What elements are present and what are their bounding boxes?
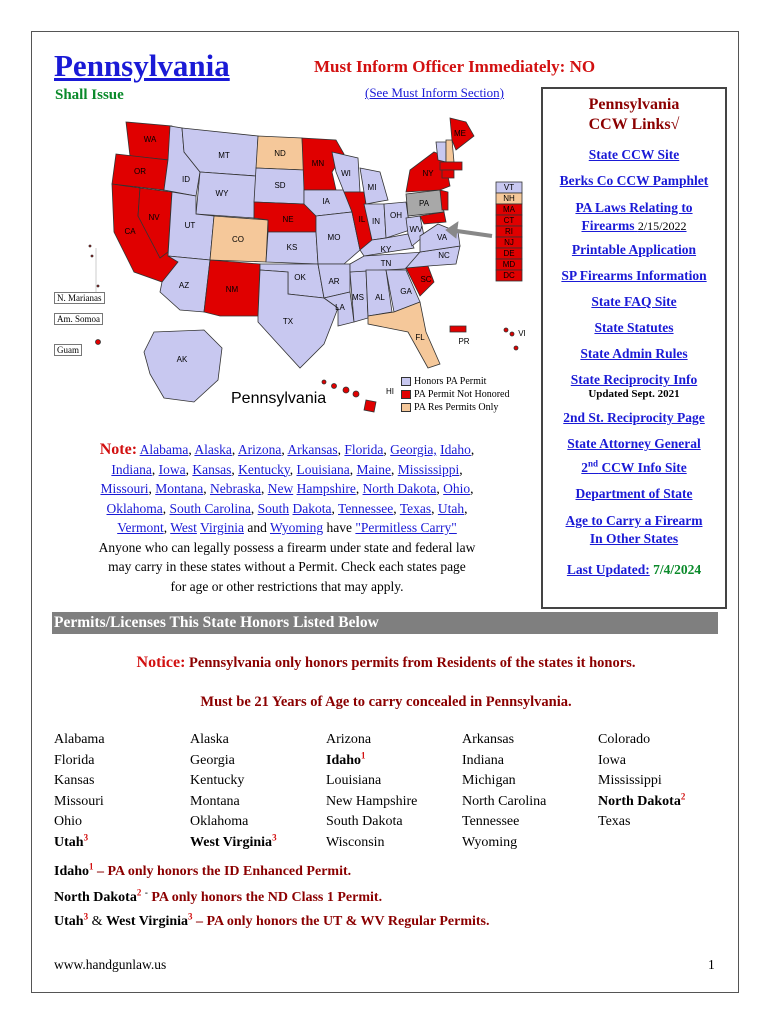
svg-text:NH: NH	[503, 194, 515, 203]
honored-state-name: Oklahoma	[190, 814, 249, 829]
link-pa-laws-firearms[interactable]	[543, 199, 725, 235]
last-updated-value: 7/4/2024	[653, 562, 702, 577]
honored-states-row	[54, 753, 734, 774]
honored-state-cell	[598, 814, 734, 835]
residents-notice	[32, 654, 740, 672]
link-age-line1[interactable]: Age to Carry a Firearm	[565, 513, 703, 528]
fn1-text: – PA only honors the ID Enhanced Permit.	[93, 864, 352, 879]
state-link[interactable]: Kentucky	[238, 461, 290, 477]
fn1-sup: 1	[89, 861, 94, 872]
note-line1: Note: Alabama, Alaska, Arizona, Arkansas, Florida, Georgia, Idaho,	[99, 441, 475, 458]
svg-text:WA: WA	[143, 135, 157, 144]
honored-state-name: Arizona	[326, 732, 372, 747]
svg-text:MN: MN	[311, 159, 325, 168]
svg-text:TN: TN	[380, 259, 392, 268]
must-inform	[314, 57, 595, 77]
link-2nd-reciprocity-page[interactable]: 2nd St. Reciprocity Page	[563, 410, 705, 425]
honored-state-name: Louisiana	[326, 773, 382, 788]
honored-state-cell	[326, 749, 462, 774]
honored-state-cell	[462, 773, 598, 794]
permitless-carry-note	[54, 440, 520, 596]
svg-text:KY: KY	[380, 245, 392, 254]
svg-text:AZ: AZ	[178, 281, 190, 290]
honored-state-name: South Dakota	[326, 814, 403, 829]
link-age-to-carry[interactable]	[543, 512, 725, 548]
legend-swatch	[401, 390, 411, 399]
state-link[interactable]: Georgia,	[390, 442, 437, 457]
honored-state-name: Missouri	[54, 793, 104, 809]
honored-state-cell	[326, 814, 462, 835]
link-state-reciprocity-info[interactable]: State Reciprocity Info	[570, 372, 698, 387]
honored-state-name: Alabama	[54, 732, 105, 747]
fn3-sup1: 3	[83, 911, 89, 922]
svg-text:CT: CT	[503, 216, 515, 225]
state-link[interactable]: Ohio	[443, 481, 471, 496]
legend-label: PA Permit Not Honored	[414, 389, 510, 400]
honored-state-name: Ohio	[54, 814, 82, 829]
svg-text:IL: IL	[358, 215, 366, 224]
state-nh	[446, 140, 454, 162]
territory-pr	[450, 326, 466, 332]
link-state-statutes[interactable]: State Statutes	[594, 320, 674, 335]
footnote-utah-wv	[54, 911, 490, 930]
link-state-ccw-site[interactable]: State CCW Site	[588, 147, 680, 162]
link-2nd-suffix[interactable]: CCW Info Site	[598, 460, 687, 475]
honored-state-name: Wyoming	[462, 834, 518, 850]
link-2nd-sup[interactable]: nd	[588, 458, 599, 469]
honored-state-name: Iowa	[598, 752, 626, 768]
fn2-text: PA only honors the ND Class 1 Permit.	[147, 890, 383, 905]
svg-text:RI: RI	[505, 227, 513, 236]
svg-text:MS: MS	[352, 293, 364, 302]
svg-text:CO: CO	[232, 235, 244, 244]
state-link[interactable]: Indiana	[111, 461, 152, 477]
state-link[interactable]: Hampshire	[296, 481, 356, 496]
section-header-bar: Permits/Licenses This State Honors Listed Below	[52, 612, 718, 634]
svg-text:NV: NV	[148, 213, 160, 222]
note-body-line3: for age or other restrictions that may apply.	[170, 578, 404, 594]
footnote-north-dakota	[54, 887, 383, 906]
svg-text:OK: OK	[294, 273, 306, 282]
state-link[interactable]: Alabama	[139, 442, 189, 457]
state-link[interactable]: Montana	[155, 481, 204, 496]
state-link[interactable]: South	[257, 500, 290, 516]
link-printable-application[interactable]: Printable Application	[571, 242, 697, 257]
svg-text:WI: WI	[341, 169, 351, 178]
state-link[interactable]: Utah	[437, 500, 465, 516]
state-title[interactable]: Pennsylvania	[54, 48, 230, 83]
svg-text:VT: VT	[503, 183, 515, 192]
legend-item-res-only	[401, 401, 509, 414]
honored-state-cell	[54, 753, 190, 774]
honored-states-table	[54, 732, 734, 855]
note-line2: Indiana, Iowa, Kansas, Kentucky, Louisiana, Maine, Mississippi,	[111, 461, 463, 477]
honored-states-row	[54, 732, 734, 753]
honored-state-name: Wisconsin	[326, 834, 385, 850]
see-must-inform-link[interactable]: (See Must Inform Section)	[365, 85, 505, 100]
note-and: and	[247, 520, 267, 535]
honored-state-name: Arkansas	[462, 732, 515, 747]
honored-state-name: New Hampshire	[326, 793, 418, 809]
state-link[interactable]: Arizona	[237, 442, 282, 457]
honored-state-cell	[598, 732, 734, 753]
svg-text:OH: OH	[390, 211, 402, 220]
honored-state-cell	[190, 814, 326, 835]
link-state-faq-site[interactable]: State FAQ Site	[591, 294, 677, 309]
svg-text:ME: ME	[454, 129, 466, 138]
svg-text:TX: TX	[282, 317, 294, 326]
honored-state-cell	[326, 773, 462, 794]
state-hi	[322, 380, 376, 412]
svg-text:SD: SD	[274, 181, 286, 190]
svg-text:NJ: NJ	[504, 238, 514, 247]
svg-text:CA: CA	[124, 227, 136, 236]
honored-states-row	[54, 835, 734, 856]
honored-state-cell	[462, 835, 598, 856]
footer-url[interactable]: www.handgunlaw.us	[54, 957, 167, 972]
state-ma	[440, 162, 462, 170]
fn1-state: Idaho	[54, 864, 90, 879]
note-line4: Oklahoma, South Carolina, South Dakota, Tennessee, Texas, Utah,	[106, 500, 468, 516]
svg-text:PA: PA	[418, 199, 430, 208]
honored-state-name: West Virginia	[190, 834, 273, 850]
legend-label: PA Res Permits Only	[414, 402, 499, 413]
svg-text:HI: HI	[386, 387, 394, 396]
footnote-marker: 3	[83, 831, 89, 842]
state-link[interactable]: New	[267, 481, 294, 496]
state-link[interactable]: Alaska	[194, 442, 232, 457]
honored-states-row	[54, 794, 734, 815]
permitless-carry-link[interactable]: "Permitless Carry"	[355, 520, 457, 535]
honored-state-name: Montana	[190, 793, 240, 809]
fn2-state: North Dakota	[54, 890, 137, 905]
state-link[interactable]: Vermont	[117, 520, 164, 535]
svg-text:MD: MD	[502, 260, 516, 269]
honored-state-name: Colorado	[598, 732, 651, 747]
honored-state-name: Florida	[54, 752, 95, 768]
fn3-text: – PA only honors the UT & WV Regular Permits.	[192, 914, 490, 929]
honored-state-cell	[190, 831, 326, 856]
note-label: Note:	[99, 441, 138, 458]
svg-text:AK: AK	[176, 355, 188, 364]
honored-state-cell	[462, 814, 598, 835]
svg-text:WV: WV	[409, 225, 423, 234]
state-link[interactable]: Dakota	[292, 500, 332, 516]
state-link[interactable]: Florida	[344, 442, 384, 457]
svg-text:DE: DE	[503, 249, 515, 258]
svg-text:NC: NC	[438, 251, 450, 260]
state-link[interactable]: West	[170, 520, 197, 535]
territory-label-guam: Guam	[54, 344, 82, 356]
state-link[interactable]: Tennessee	[338, 500, 394, 516]
honored-states-grid	[54, 732, 734, 855]
notice-label: Notice:	[136, 654, 186, 671]
legend-swatch	[401, 377, 411, 386]
svg-text:WY: WY	[215, 189, 229, 198]
state-link[interactable]: Wyoming	[269, 520, 324, 535]
state-link[interactable]: Kansas	[192, 461, 232, 477]
honored-state-cell	[54, 831, 190, 856]
link-department-of-state[interactable]: Department of State	[575, 486, 693, 501]
legend-swatch	[401, 403, 411, 412]
svg-text:MT: MT	[218, 151, 230, 160]
sidebar-title	[543, 95, 725, 135]
honored-state-cell	[598, 790, 734, 815]
state-vt	[436, 142, 446, 162]
svg-text:NM: NM	[225, 285, 239, 294]
svg-text:VI: VI	[518, 329, 526, 338]
page-number: 1	[708, 957, 715, 972]
age-requirement: Must be 21 Years of Age to carry concealed in Pennsylvania.	[200, 694, 572, 710]
honored-state-name: Texas	[598, 814, 631, 829]
legend-item-honors	[401, 375, 509, 388]
state-link[interactable]: Texas	[399, 500, 432, 516]
state-link[interactable]: Maine	[356, 461, 391, 477]
svg-text:PR: PR	[458, 337, 470, 346]
svg-text:IA: IA	[322, 197, 330, 206]
last-updated	[543, 562, 725, 578]
link-sp-firearms-info[interactable]: SP Firearms Information	[561, 268, 707, 283]
must-inform-label: Must Inform Officer Immediately:	[314, 57, 566, 76]
svg-text:MA: MA	[503, 205, 515, 214]
state-link[interactable]: North Dakota	[362, 481, 437, 496]
honored-state-name: Michigan	[462, 773, 516, 788]
svg-text:DC: DC	[503, 271, 515, 280]
honored-state-name: Idaho	[326, 752, 362, 768]
link-2nd-prefix[interactable]: 2	[581, 460, 589, 475]
note-body-line2: may carry in these states without a Permit. Check each states page	[108, 559, 466, 574]
link-pa-laws-line1[interactable]: PA Laws Relating to	[575, 200, 693, 215]
state-link[interactable]: Nebraska	[209, 481, 261, 496]
fn3-state1: Utah	[54, 914, 84, 929]
footnote-idaho	[54, 861, 352, 880]
territory-label-am-somoa: Am. Somoa	[54, 313, 103, 325]
sidebar-title-line1: Pennsylvania	[588, 96, 680, 113]
honored-state-name: Utah	[54, 834, 84, 850]
footnote-marker: 1	[361, 749, 366, 760]
link-2nd-ccw-info-site[interactable]	[543, 460, 725, 476]
honored-state-cell	[190, 773, 326, 794]
honored-state-cell	[326, 794, 462, 815]
state-link[interactable]: Missouri	[100, 481, 149, 496]
state-ak	[144, 330, 222, 402]
reciprocity-updated: Updated Sept. 2021	[588, 388, 680, 400]
us-map	[54, 112, 524, 412]
notice-text: Pennsylvania only honors permits from Residents of the states it honors.	[189, 655, 636, 671]
pa-laws-date: 2/15/2022	[637, 219, 687, 233]
honored-state-name: North Dakota	[598, 793, 681, 809]
svg-text:ID: ID	[182, 175, 190, 184]
territory-vi	[504, 328, 518, 350]
honored-state-name: Mississippi	[598, 773, 662, 788]
svg-text:KS: KS	[286, 243, 298, 252]
note-body-line1: Anyone who can legally possess a firearm under state and federal law	[98, 539, 476, 555]
honored-state-cell	[190, 732, 326, 753]
honored-states-row	[54, 773, 734, 794]
svg-text:GA: GA	[400, 287, 412, 296]
honored-state-cell	[190, 753, 326, 774]
honored-state-name: North Carolina	[462, 793, 547, 809]
svg-text:NY: NY	[422, 169, 434, 178]
footnote-marker: 2	[680, 790, 686, 801]
honored-state-cell	[54, 794, 190, 815]
svg-text:OR: OR	[134, 167, 146, 176]
state-link[interactable]: Oklahoma	[106, 500, 163, 516]
link-state-admin-rules[interactable]: State Admin Rules	[580, 346, 688, 361]
us-map-graphic	[54, 112, 524, 412]
honored-state-cell	[462, 753, 598, 774]
svg-text:LA: LA	[335, 303, 345, 312]
note-line5: Vermont, West Virginia and Wyoming have "Permitless Carry"	[117, 520, 457, 535]
honored-state-cell	[462, 732, 598, 753]
svg-text:AL: AL	[375, 293, 385, 302]
state-link[interactable]: Virginia	[200, 520, 244, 535]
honored-state-cell	[54, 732, 190, 753]
honored-state-name: Tennessee	[462, 814, 520, 829]
honored-state-name: Kentucky	[190, 773, 245, 788]
map-legend	[401, 375, 509, 414]
honored-states-row	[54, 814, 734, 835]
state-link[interactable]: Iowa	[158, 461, 186, 477]
territory-label-n-marianas: N. Marianas	[54, 292, 105, 304]
svg-text:VA: VA	[436, 233, 448, 242]
fn2-sup: 2	[136, 887, 142, 898]
legend-item-not-honored	[401, 388, 509, 401]
document-page	[31, 31, 739, 993]
honored-state-cell	[598, 773, 734, 794]
svg-text:MO: MO	[327, 233, 341, 242]
link-berks-co-pamphlet[interactable]: Berks Co CCW Pamphlet	[559, 173, 709, 188]
link-state-attorney-general[interactable]: State Attorney General	[567, 436, 701, 451]
fn2-dash: -	[144, 887, 148, 898]
honored-state-cell	[598, 835, 734, 856]
honored-state-cell	[326, 732, 462, 753]
honored-state-name: Indiana	[462, 752, 504, 768]
svg-text:UT: UT	[184, 221, 196, 230]
fn3-state2: West Virginia	[105, 914, 189, 929]
state-link[interactable]: South Carolina	[169, 500, 251, 516]
honored-state-cell	[598, 753, 734, 774]
state-link[interactable]: Idaho	[440, 442, 471, 457]
fn3-sup2: 3	[188, 911, 193, 922]
fn3-amp: &	[88, 914, 106, 929]
svg-text:ND: ND	[274, 149, 286, 158]
svg-text:IN: IN	[372, 217, 380, 226]
honored-state-name: Alaska	[190, 732, 229, 747]
svg-text:NE: NE	[282, 215, 294, 224]
link-age-line2[interactable]: In Other States	[589, 531, 679, 546]
issue-type: Shall Issue	[55, 87, 124, 103]
map-caption: Pennsylvania	[231, 390, 327, 407]
must-inform-value: NO	[569, 57, 596, 76]
footnote-marker: 3	[272, 831, 277, 842]
last-updated-label: Last Updated:	[566, 562, 650, 577]
ccw-links-sidebar	[541, 87, 727, 609]
state-ct	[442, 170, 454, 178]
svg-text:MI: MI	[367, 183, 377, 192]
svg-text:SC: SC	[420, 275, 432, 284]
state-link[interactable]: Mississippi	[397, 461, 460, 477]
honored-state-cell	[54, 773, 190, 794]
link-pa-laws-line2[interactable]: Firearms	[581, 218, 635, 233]
state-link[interactable]: Arkansas	[287, 442, 338, 457]
honored-state-cell	[462, 794, 598, 815]
note-line3: Missouri, Montana, Nebraska, New Hampshire, North Dakota, Ohio,	[100, 481, 474, 496]
honored-state-cell	[326, 835, 462, 856]
svg-text:FL: FL	[415, 333, 425, 342]
sidebar-title-line2: CCW Links√	[588, 116, 680, 133]
honored-state-cell	[190, 794, 326, 815]
svg-text:AR: AR	[328, 277, 340, 286]
honored-state-cell	[54, 814, 190, 835]
legend-label: Honors PA Permit	[414, 376, 487, 387]
honored-state-name: Kansas	[54, 773, 95, 788]
note-have: have	[326, 520, 353, 535]
state-link[interactable]: Louisiana	[296, 461, 350, 477]
honored-state-name: Georgia	[190, 752, 235, 768]
